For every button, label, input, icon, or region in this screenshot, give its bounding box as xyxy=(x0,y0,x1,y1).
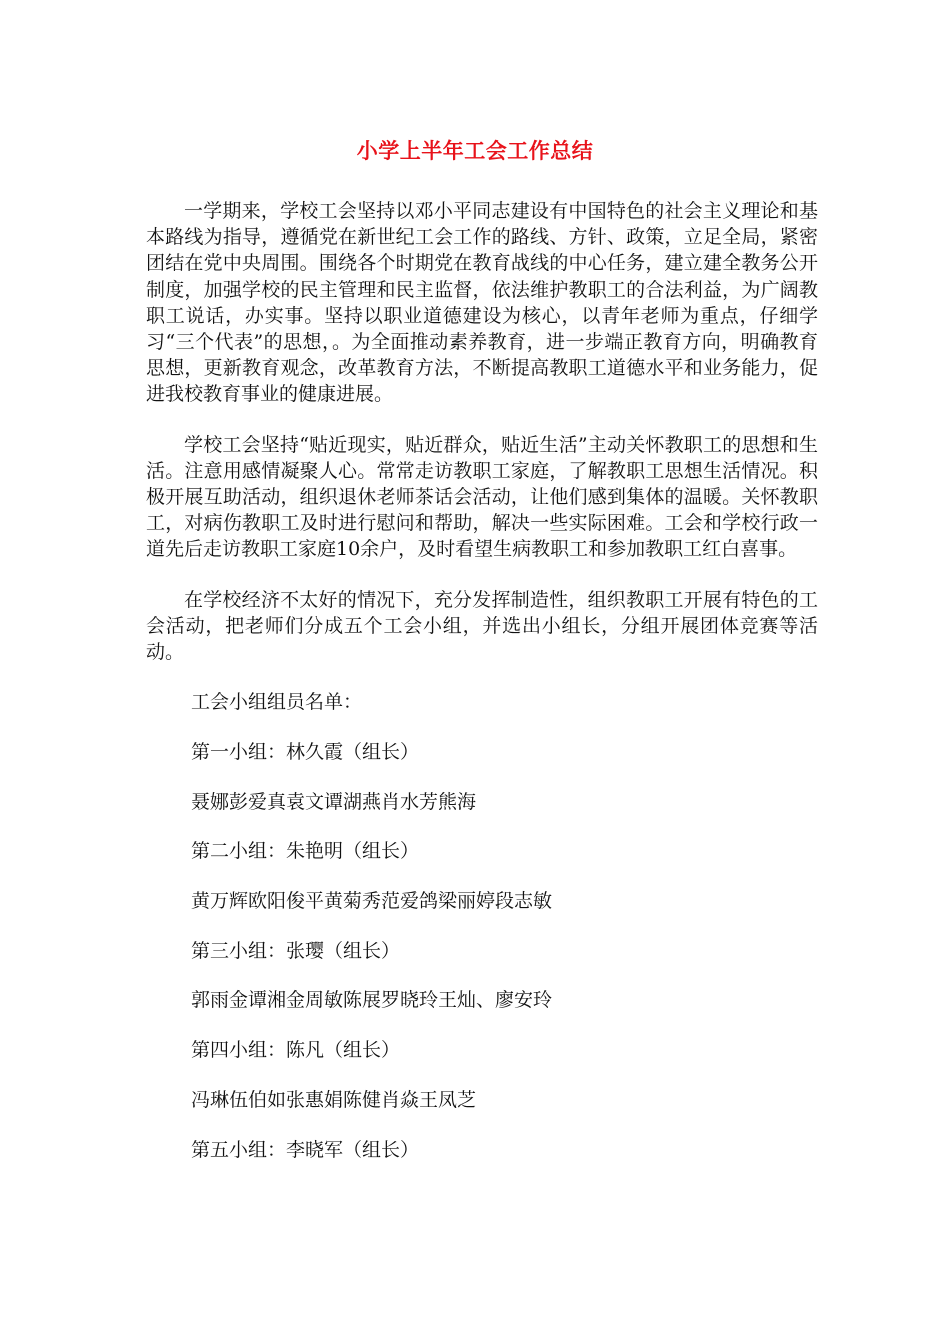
document-body xyxy=(146,198,818,1186)
group-1-leader: 第一小组：林久霞（组长） xyxy=(191,740,420,763)
group-list-heading: 工会小组组员名单： xyxy=(191,691,363,714)
document-title: 小学上半年工会工作总结 xyxy=(356,139,594,163)
group-2-leader: 第二小组：朱艳明（组长） xyxy=(191,840,420,863)
paragraph-intro: 一学期来，学校工会坚持以邓小平同志建设有中国特色的社会主义理论和基本路线为指导，遵循党在新世纪工会工作的路线、方针、政策，立足全局，紧密团结在党中央周围。围绕各个时期党在教育战线的中心任务，建立建全教务公开制度，加强学校的民主管理和民主监督，依法维护教职工的合法利益，为广阔教职工说话，办实事。坚持以职业道德建设为核心，以青年老师为重点，仔细学习“三个代表”的思想，。为全面推动素养教育，进一步端正教育方向，明确教育思想，更新教育观念，改革教育方法，不断提高教职工道德水平和业务能力，促进我校教育事业的健康进展。 xyxy=(146,200,818,406)
group-2-members: 黄万辉欧阳俊平黄菊秀范爱鸽梁丽婷段志敏 xyxy=(191,890,553,913)
group-4-members: 冯琳伍伯如张惠娟陈健肖焱王凤芝 xyxy=(191,1088,477,1111)
group-5-leader: 第五小组：李晓军（组长） xyxy=(191,1138,420,1161)
group-3-leader: 第三小组：张璎（组长） xyxy=(191,939,401,962)
paragraph-activities: 在学校经济不太好的情况下，充分发挥制造性，组织教职工开展有特色的工会活动，把老师们分成五个工会小组，并选出小组长，分组开展团体竞赛等活动。 xyxy=(146,588,818,664)
paragraph-care: 学校工会坚持“贴近现实，贴近群众，贴近生活”主动关怀教职工的思想和生活。注意用感情凝聚人心。常常走访教职工家庭，了解教职工思想生活情况。积极开展互助活动，组织退休老师茶话会活动，让他们感到集体的温暖。关怀教职工，对病伤教职工及时进行慰问和帮助，解决一些实际困难。工会和学校行政一道先后走访教职工家庭10余户，及时看望生病教职工和参加教职工红白喜事。 xyxy=(146,433,818,561)
group-4-leader: 第四小组：陈凡（组长） xyxy=(191,1039,401,1062)
group-1-members: 聂娜彭爱真袁文谭湖燕肖水芳熊海 xyxy=(191,790,477,813)
group-3-members: 郭雨金谭湘金周敏陈展罗晓玲王灿、廖安玲 xyxy=(191,989,553,1012)
